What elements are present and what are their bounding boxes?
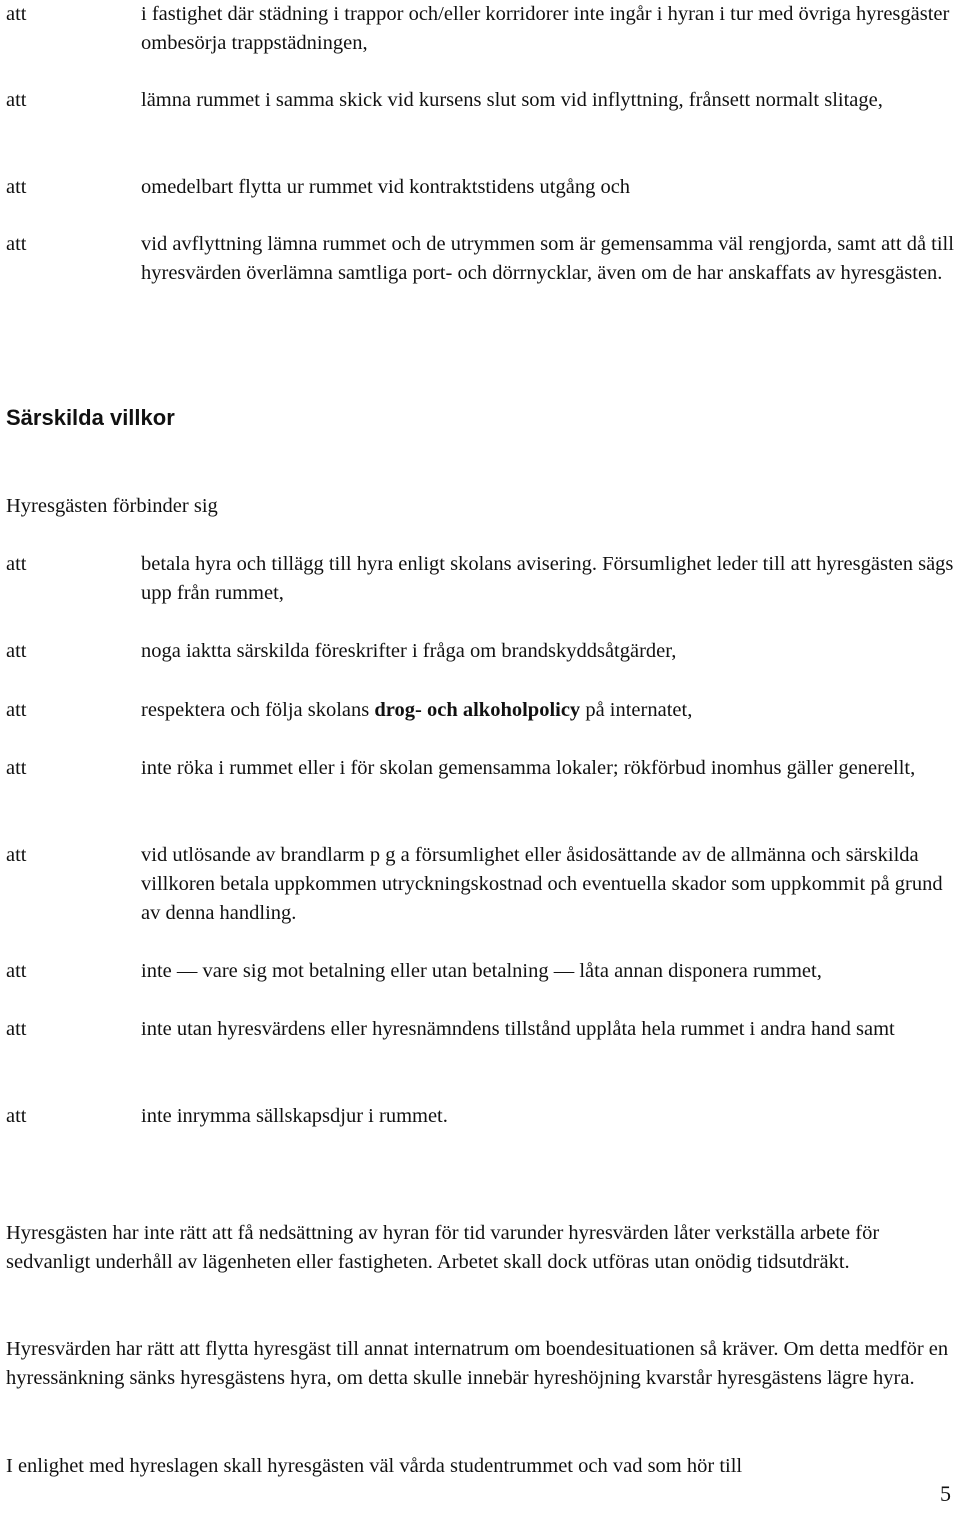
condition-label: att: [6, 757, 27, 779]
list-item-text: vid avflyttning lämna rummet och de utrymmen som är gemensamma väl rengjorda, samt att då till hyresvärden överlämna samtliga port- och dörrnycklar, även om de har anskaffats av hyresgästen.: [141, 233, 954, 284]
list-label: att: [6, 3, 27, 25]
list-item-text: lämna rummet i samma skick vid kursens slut som vid inflyttning, frånsett normalt slitage,: [141, 89, 883, 111]
condition-text-part: respektera och följa skolans: [141, 699, 375, 721]
condition-label: att: [6, 844, 27, 866]
condition-text: inte — vare sig mot betalning eller utan betalning — låta annan disponera rummet,: [141, 960, 822, 982]
paragraph: Hyresvärden har rätt att flytta hyresgäst till annat internatrum om boendesituationen så kräver. Om detta medför en hyressänkning sänks hyresgästens hyra, om detta skulle innebär hyreshöjning kvarstår hyresgästens lägre hyra.: [6, 1338, 949, 1389]
condition-label: att: [6, 640, 27, 662]
condition-text-part: på internatet,: [580, 699, 693, 721]
condition-text: inte inrymma sällskapsdjur i rummet.: [141, 1105, 448, 1127]
paragraph: Hyresgästen har inte rätt att få nedsättning av hyran för tid varunder hyresvärden låter verkställa arbete för sedvanligt underhåll av lägenheten eller fastigheten. Arbetet skall dock utföras utan onödig tidsutdräkt.: [6, 1222, 880, 1273]
condition-label: att: [6, 1018, 27, 1040]
list-label: att: [6, 233, 27, 255]
condition-label: att: [6, 1105, 27, 1127]
paragraph: I enlighet med hyreslagen skall hyresgästen väl vårda studentrummet och vad som hör till: [6, 1455, 743, 1477]
condition-label: att: [6, 960, 27, 982]
list-label: att: [6, 176, 27, 198]
list-item-text: i fastighet där städning i trappor och/eller korridorer inte ingår i hyran i tur med övriga hyresgäster ombesörja trappstädningen,: [141, 3, 950, 54]
condition-text: inte röka i rummet eller i för skolan gemensamma lokaler; rökförbud inomhus gäller generellt,: [141, 757, 916, 779]
condition-text: inte utan hyresvärdens eller hyresnämndens tillstånd upplåta hela rummet i andra hand samt: [141, 1018, 895, 1040]
condition-label: att: [6, 553, 27, 575]
intro-text: Hyresgästen förbinder sig: [6, 495, 218, 517]
policy-name: drog- och alkoholpolicy: [374, 699, 581, 721]
section-heading: Särskilda villkor: [6, 405, 175, 430]
condition-text: betala hyra och tillägg till hyra enligt skolans avisering. Försumlighet leder till att hyresgästen sägs upp från rummet,: [141, 553, 954, 604]
page-number: 5: [940, 1481, 951, 1506]
condition-text: noga iaktta särskilda föreskrifter i fråga om brandskyddsåtgärder,: [141, 640, 677, 662]
condition-label: att: [6, 699, 27, 721]
list-label: att: [6, 89, 27, 111]
condition-text: vid utlösande av brandlarm p g a försumlighet eller åsidosättande av de allmänna och särskilda villkoren betala uppkommen utryckningskostnad och eventuella skador som uppkommit på grund av denna handling.: [141, 844, 943, 924]
condition-text: [141, 696, 956, 725]
list-item-text: omedelbart flytta ur rummet vid kontraktstidens utgång och: [141, 176, 631, 198]
